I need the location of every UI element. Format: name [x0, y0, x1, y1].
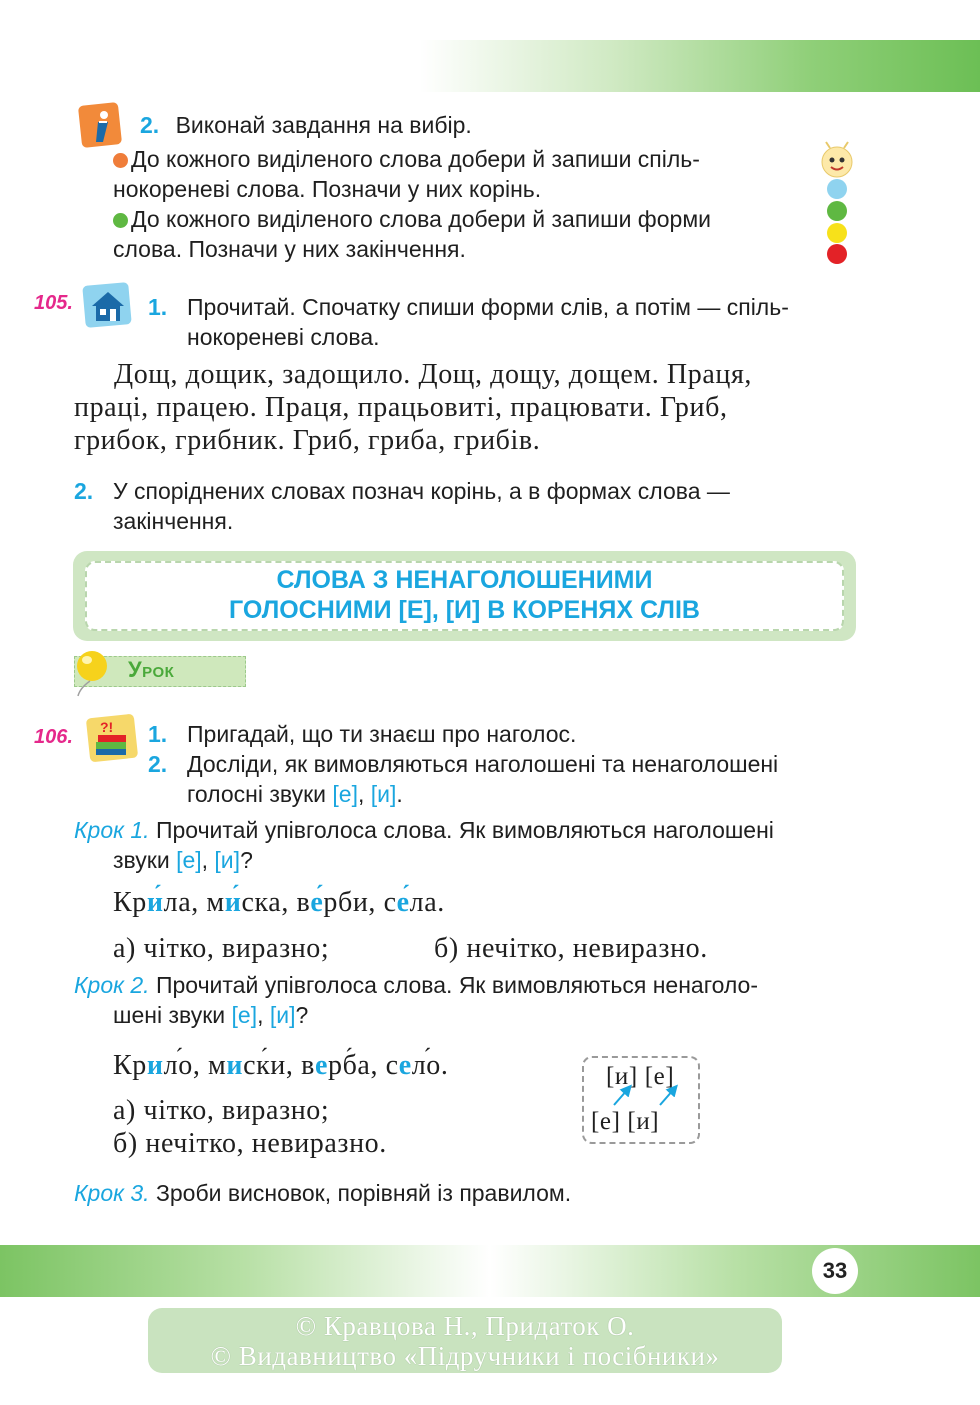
topic-line2: ГОЛОСНИМИ [Е], [И] В КОРЕНЯХ СЛІВ	[229, 596, 700, 624]
svg-text:?!: ?!	[100, 719, 114, 735]
question-mark: ?	[240, 847, 253, 873]
ex105-task1-number: 1.	[148, 294, 168, 320]
ex105-task2-line2: закінчення.	[113, 508, 234, 534]
stressed-vowel: и ´	[147, 887, 164, 918]
ex106-task2-line1: Досліди, як вимовляються наголошені та ненаголошені	[187, 751, 779, 777]
books-question-icon	[86, 712, 140, 769]
word-part: рби, с	[323, 887, 397, 918]
step3-label: Крок 3.	[74, 1180, 150, 1206]
separator: ,	[257, 1002, 270, 1028]
word-part: , в	[285, 1050, 315, 1081]
separator: ,	[201, 847, 215, 873]
word-part: .	[440, 1050, 449, 1081]
sound-e: [е]	[332, 781, 358, 807]
box-bottom-i: [и]	[627, 1108, 660, 1135]
option-green-line2: слова. Позначи у них закінчення.	[113, 236, 466, 262]
ex106-task2-line2: голосні звуки	[187, 781, 333, 807]
step1-line2: звуки	[113, 847, 177, 873]
word-part: ло ´	[164, 1050, 193, 1081]
answer2	[113, 1094, 387, 1160]
word-part: Кр	[113, 887, 147, 918]
step3	[74, 1178, 571, 1208]
sound-i: [и]	[214, 847, 241, 873]
house-icon	[82, 282, 134, 335]
step2	[74, 970, 758, 1030]
word-part: рба ´	[328, 1050, 370, 1081]
sound-e: [е]	[176, 847, 202, 873]
word-part: ла, м	[163, 887, 225, 918]
word-part: ло ´	[412, 1050, 441, 1081]
answer2-a: а) чітко, виразно;	[113, 1095, 330, 1126]
copyright-footer	[148, 1308, 782, 1373]
ex106-task2-number: 2.	[148, 751, 168, 777]
exercise-number: 105.	[34, 292, 73, 314]
step1-line1: Прочитай упівголоса слова. Як вимовляються наголошені	[149, 817, 774, 843]
ex106-task1-number: 1.	[148, 721, 168, 747]
period: .	[396, 781, 403, 807]
separator: ,	[357, 781, 371, 807]
word-part: ски ´	[243, 1050, 286, 1081]
arrow-icon	[610, 1083, 690, 1114]
option-green-line1: До кожного виділеного слова добери й запиши форми	[131, 206, 711, 232]
copyright-line2: © Видавництво «Підручники і посібники»	[210, 1341, 720, 1371]
unstressed-vowel: и	[146, 1050, 164, 1081]
stressed-vowel: и ´	[225, 887, 242, 918]
topic-line1: СЛОВА З НЕНАГОЛОШЕНИМИ	[276, 566, 653, 594]
ex105-task2	[74, 476, 93, 506]
answer1-b: б) нечітко, невиразно.	[434, 933, 708, 964]
exercise-number: 106.	[34, 726, 73, 748]
ex106-task-text	[187, 719, 778, 809]
answer2-b: б) нечітко, невиразно.	[113, 1128, 387, 1159]
ex105-task1-text	[187, 292, 789, 352]
task-heading	[140, 110, 472, 140]
lesson-label: Урок	[128, 657, 175, 682]
page-number: 33	[812, 1248, 858, 1294]
word-part: , м	[192, 1050, 227, 1081]
sound-e: [е]	[231, 1002, 258, 1028]
word-part: , с	[370, 1050, 399, 1081]
topic-title	[85, 561, 844, 631]
words-stressed	[113, 886, 445, 919]
sound-i: [и]	[269, 1002, 296, 1028]
box-bottom-e: [е]	[591, 1108, 621, 1135]
answer1-a: а) чітко, виразно;	[113, 933, 330, 964]
ex105-task1-line2: нокореневі слова.	[187, 324, 380, 350]
ex105-task1-line1: Прочитай. Спочатку спиши форми слів, а потім — спіль-	[187, 294, 789, 320]
option-orange	[113, 144, 700, 204]
step2-line2: шені звуки	[113, 1002, 232, 1028]
question-mark: ?	[295, 1002, 309, 1028]
ex105-task2-number: 2.	[74, 478, 94, 504]
task-title: Виконай завдання на вибір.	[175, 112, 472, 138]
green-dot-icon	[113, 213, 128, 228]
box-top-e: [е]	[644, 1063, 675, 1090]
copyright-line1: © Кравцова Н., Придаток О.	[295, 1311, 635, 1341]
stressed-vowel: е ´	[397, 887, 410, 918]
step2-label: Крок 2.	[74, 972, 150, 998]
sound-i: [и]	[370, 781, 397, 807]
option-orange-line2: нокореневі слова. Позначи у них корінь.	[113, 176, 542, 202]
step1	[74, 815, 774, 875]
reading-line3: грибок, грибник. Гриб, гриба, грибів.	[74, 425, 541, 456]
option-green	[113, 204, 711, 264]
stressed-vowel: е ´	[310, 887, 323, 918]
step3-text: Зроби висновок, порівняй із правилом.	[149, 1180, 572, 1206]
reading-line1: Дощ, дощик, задощило. Дощ, дощу, дощем. Праця,	[114, 359, 753, 390]
ex106-task1-text: Пригадай, що ти знаєш про наголос.	[187, 721, 577, 747]
word-part: ла.	[409, 887, 445, 918]
ex106-tasks	[148, 719, 167, 779]
balloon-icon	[72, 648, 112, 703]
ex105-task2-text	[113, 476, 730, 536]
ex105-task1	[148, 292, 167, 322]
words-unstressed	[113, 1049, 449, 1082]
unstressed-vowel: и	[226, 1050, 244, 1081]
box-top-i: [и]	[606, 1063, 638, 1090]
caterpillar-icon	[812, 140, 862, 271]
step2-line1: Прочитай упівголоса слова. Як вимовляються ненаголо-	[149, 972, 759, 998]
option-orange-line1: До кожного виділеного слова добери й запиши спіль-	[131, 146, 700, 172]
header-band	[420, 40, 980, 92]
task-number: 2.	[140, 112, 160, 138]
reading-line2: праці, працею. Праця, працьовиті, працювати. Гриб,	[74, 392, 728, 423]
unstressed-vowel: е	[314, 1050, 328, 1081]
word-part: ска, в	[241, 887, 311, 918]
step1-label: Крок 1.	[74, 817, 150, 843]
orange-dot-icon	[113, 153, 128, 168]
ex105-reading-text	[74, 358, 752, 457]
ex105-task2-line1: У споріднених словах познач корінь, а в формах слова —	[113, 478, 730, 504]
word-part: Кр	[113, 1050, 147, 1081]
topic-banner	[73, 551, 856, 641]
unstressed-vowel: е	[398, 1050, 412, 1081]
